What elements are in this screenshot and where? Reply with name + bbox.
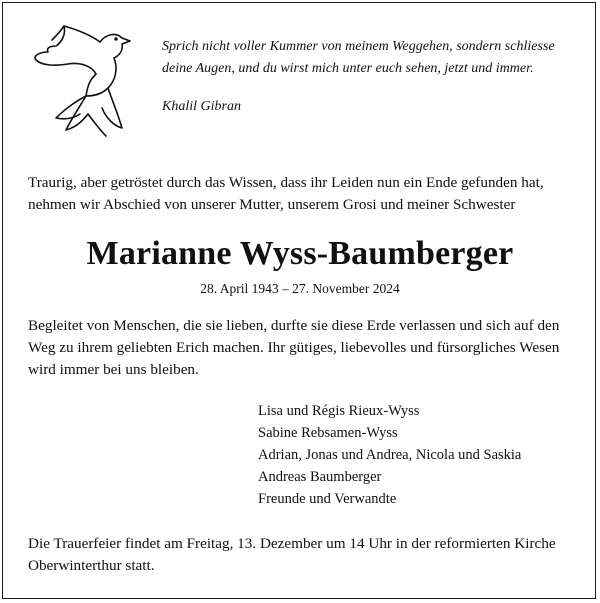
dove-icon (22, 22, 140, 152)
family-member: Sabine Rebsamen-Wyss (258, 425, 398, 441)
family-member: Freunde und Verwandte (258, 491, 397, 507)
family-list (258, 400, 588, 510)
family-member: Adrian, Jonas und Andrea, Nicola und Saskia (258, 447, 522, 463)
family-member: Lisa und Régis Rieux-Wyss (258, 403, 420, 419)
family-member: Andreas Baumberger (258, 469, 382, 485)
intro-text: Traurig, aber getröstet durch das Wissen, dass ihr Leiden nun ein Ende gefunden hat, nehmen wir Abschied von unserer Mutter, unserem Grosi und meiner Schwester (28, 174, 544, 213)
farewell-text: Begleitet von Menschen, die sie lieben, durfte sie diese Erde verlassen und sich auf den Weg zu ihrem geliebten Erich machen. Ihr gütiges, liebevolles und fürsorgliches Wesen wird immer bei uns bleiben. (28, 317, 560, 378)
ceremony-text: Die Trauerfeier findet am Freitag, 13. Dezember um 14 Uhr in der reformierten Kirche Oberwinterthur statt. (28, 535, 556, 574)
deceased-dates: 28. April 1943 – 27. November 2024 (200, 281, 400, 296)
quote-block (162, 36, 572, 118)
quote-author: Khalil Gibran (162, 99, 241, 114)
quote-text: Sprich nicht voller Kummer von meinem Weggehen, sondern schliesse deine Augen, und du wirst mich unter euch sehen, jetzt und immer. (162, 39, 555, 76)
deceased-name: Marianne Wyss-Baumberger (86, 235, 514, 272)
